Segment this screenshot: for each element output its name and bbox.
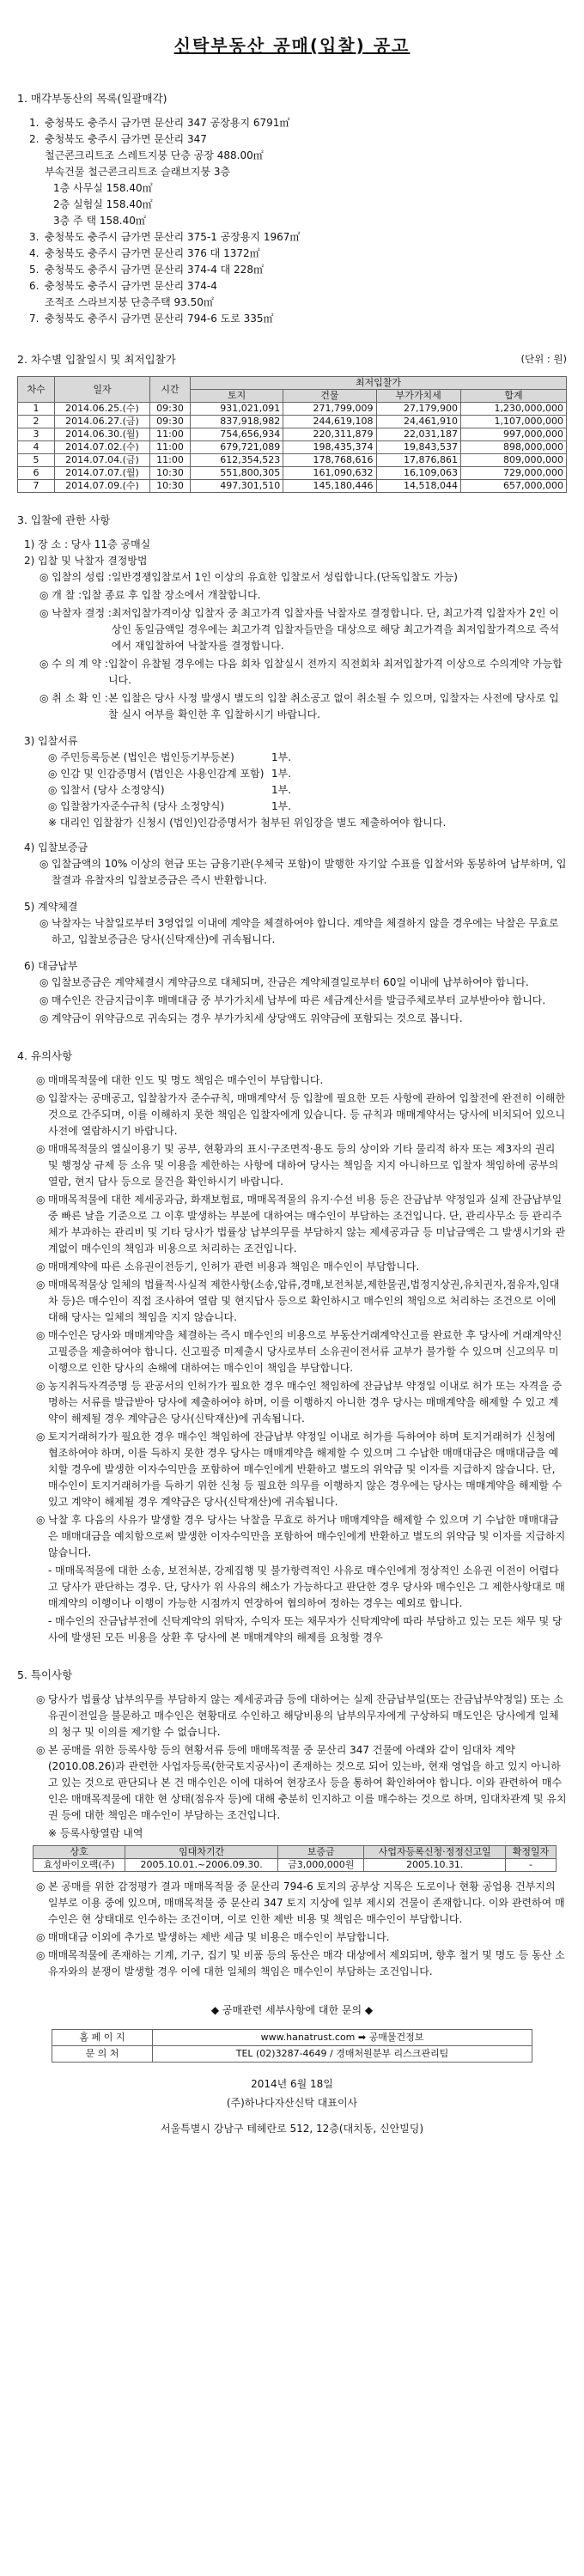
table-row: [18, 403, 567, 416]
property-list: [29, 115, 567, 327]
bullet-item: [40, 993, 567, 1009]
table-row: [18, 454, 567, 467]
table-row: [18, 428, 567, 441]
table-cell: 551,800,305: [191, 467, 283, 480]
property-item: [29, 311, 567, 327]
table-cell: 931,021,091: [191, 403, 283, 416]
notice-text: 매매계약에 따른 소유권이전등기, 인허가 관련 비용과 책임은 매수인이 부담합니다.: [48, 1261, 420, 1273]
bullet-item: [40, 915, 567, 948]
property-number: 6.: [29, 280, 40, 292]
table-cell: 10:30: [150, 467, 191, 480]
property-text: 2층 실험실 158.40㎡: [53, 198, 153, 210]
table-cell: 497,301,510: [191, 480, 283, 493]
bullet-mark: ◎: [36, 1514, 46, 1526]
notice-text: 입찰자는 공매공고, 입찰참가자 준수규칙, 매매계약서 등 입찰에 필요한 모든 사항에 관하여 입찰전에 완전히 이해한 것으로 간주되며, 이를 이해하지 못한 책임은 입찰자에게 있습니다. 등 규칙과 매매계약서는 당사에 비치되어 있으니 사전에 열람하시기 바랍니다.: [48, 1092, 566, 1137]
property-text: 충청북도 충주시 금가면 문산리 376 대 1372㎡: [45, 247, 260, 259]
table-cell: 27,179,900: [376, 403, 460, 416]
contact-row: [52, 2046, 532, 2063]
bullet-mark: [36, 1826, 48, 1842]
rule-text: 일반경쟁입찰로서 1인 이상의 유효한 입찰로서 성립합니다.(단독입찰도 가능): [111, 571, 458, 583]
table-row: [18, 416, 567, 428]
announcement-page: [17, 0, 567, 2138]
rule-label: ◎ 수 의 계 약 :: [40, 658, 108, 670]
contact-heading: ◆ 공매관련 세부사항에 대한 문의 ◆: [210, 2004, 374, 2016]
table-cell: 809,000,000: [460, 454, 566, 467]
property-line: [29, 295, 567, 311]
rule-text: 입찰 종료 후 입찰 장소에서 개찰합니다.: [82, 589, 261, 601]
bullet-mark: ◎: [36, 1949, 46, 1961]
table-cell: 11:00: [150, 441, 191, 454]
docs-heading: 3) 입찰서류: [24, 735, 78, 747]
bullet-mark: ◎: [40, 917, 49, 929]
bullet-mark: [36, 1613, 48, 1646]
table-row: [18, 467, 567, 480]
bullet-mark: ◎: [40, 858, 49, 870]
notice-item: [36, 1259, 567, 1275]
col-time: 시간: [150, 377, 191, 403]
property-item: [29, 229, 567, 246]
property-line: [29, 164, 567, 180]
property-line: [29, 229, 567, 246]
special-text: ※ 등록사항열람 내역: [48, 1827, 143, 1839]
notice-item: [36, 1091, 567, 1139]
table-cell: 2014.07.09.(수): [55, 480, 150, 493]
doc-label: ◎ 주민등록등본 (법인은 법인등기부등본): [48, 751, 234, 763]
rule-label: ◎ 낙찰자 결정 :: [40, 607, 112, 619]
property-number: 2.: [29, 133, 40, 145]
table-cell: 898,000,000: [460, 441, 566, 454]
page-title: 신탁부동산 공매(입찰) 공고: [173, 35, 411, 56]
property-line: [29, 246, 567, 262]
table-cell: 3: [18, 428, 55, 441]
bullet-mark: ◎: [36, 1431, 46, 1443]
reg-header: 임대차기간: [125, 1846, 278, 1859]
notice-item: [36, 1512, 567, 1561]
bullet-mark: ◎: [36, 1329, 46, 1341]
reg-cell: 2005.10.01.~2006.09.30.: [125, 1859, 278, 1872]
notice-text: 매매목적물상 일체의 법률적·사실적 제한사항(소송,압류,경매,보전처분,제한물권,법정지상권,유치권자,점유자,임대차 등)은 매수인이 직접 조사하여 열람 및 현지답사 등으로 확인하시고 매수인의 책임으로 처리하는 조건으로 이에 대해 당사는 일체의 책임을 지지 않습니다.: [48, 1279, 560, 1323]
special-text: 당사가 법률상 납부의무를 부담하지 않는 제세공과금 등에 대하여는 실제 잔금납부일(또는 잔금납부약정일) 또는 소유권이전일을 불문하고 매수인은 현황대로 수인하고 해당비용의 납부의무자에게 구상하되 매도인은 당사에게 일체의 청구 및 이의를 제기할 수 없습니다.: [48, 1693, 563, 1738]
table-cell: 2014.06.27.(금): [55, 416, 150, 428]
section-1-heading: 1. 매각부동산의 목록(일괄매각): [17, 92, 167, 105]
table-cell: 19,843,537: [376, 441, 460, 454]
table-cell: 2014.07.04.(금): [55, 454, 150, 467]
special-item: [36, 1826, 567, 1842]
doc-count: 1부.: [271, 768, 292, 780]
payment-heading: 6) 대금납부: [24, 960, 78, 972]
property-text: 충청북도 충주시 금가면 문산리 794-6 도로 335㎡: [45, 313, 274, 325]
doc-label: ◎ 인감 및 인감증명서 (법인은 사용인감계 포함): [48, 768, 265, 780]
col-total: 합계: [460, 390, 566, 403]
property-line: [29, 148, 567, 164]
property-line: [29, 311, 567, 327]
reg-header: 확정일자: [505, 1846, 556, 1859]
special-item: [36, 1742, 567, 1824]
table-cell: 11:00: [150, 428, 191, 441]
table-cell: 22,031,187: [376, 428, 460, 441]
table-cell: 2014.06.30.(월): [55, 428, 150, 441]
property-item: [29, 262, 567, 278]
doc-label: ◎ 입찰참가자준수규칙 (당사 소정양식): [48, 800, 225, 812]
reg-cell: 2005.10.31.: [364, 1859, 506, 1872]
table-cell: 657,000,000: [460, 480, 566, 493]
bullet-mark: ◎: [36, 1693, 46, 1705]
doc-item: [48, 799, 567, 815]
property-line: [38, 197, 567, 213]
doc-count: 1부.: [271, 751, 292, 763]
property-item: [29, 131, 567, 229]
notice-item: [36, 1613, 567, 1646]
bullet-mark: ◎: [36, 1194, 46, 1206]
doc-item: [48, 750, 567, 766]
table-cell: 7: [18, 480, 55, 493]
indent-spacer: [38, 180, 53, 197]
table-cell: 679,721,089: [191, 441, 283, 454]
special-text: 매매목적물에 존재하는 기계, 기구, 집기 및 비품 등의 동산은 매각 대상에서 제외되며, 향후 철거 및 명도 등 동산 소유자와의 분쟁이 발생할 경우 이에 대한 일체의 책임은 매수인이 부담하는 조건입니다.: [48, 1949, 565, 1978]
property-number: 3.: [29, 231, 40, 243]
reg-cell: -: [505, 1859, 556, 1872]
table-cell: 11:00: [150, 454, 191, 467]
col-vat: 부가가치세: [376, 390, 460, 403]
rule-text: 입찰이 유찰될 경우에는 다음 회차 입찰실시 전까지 직전회차 최저입찰가격 이상으로 수의계약 가능합니다.: [107, 658, 563, 686]
bullet-mark: ◎: [36, 1880, 46, 1893]
reg-header: 보증금: [278, 1846, 364, 1859]
rule-label: ◎ 개 찰 :: [40, 589, 82, 601]
rule-item: [40, 690, 567, 723]
reg-header: 사업자등록신청·정정신고일: [364, 1846, 506, 1859]
rule-item: [40, 587, 567, 604]
bullet-mark: ◎: [36, 1261, 46, 1273]
table-cell: 4: [18, 441, 55, 454]
contact-value: TEL (02)3287-4649 / 경매처원분부 리스크관리팀: [153, 2046, 532, 2063]
table-cell: 2014.06.25.(수): [55, 403, 150, 416]
table-cell: 1,107,000,000: [460, 416, 566, 428]
property-number: 1.: [29, 117, 40, 129]
notice-item: [36, 1563, 567, 1612]
bullet-text: 입찰보증금은 계약체결시 계약금으로 대체되며, 잔금은 계약체결일로부터 60일 이내에 납부하여야 합니다.: [52, 976, 529, 988]
property-item: [29, 115, 567, 131]
notice-item: [36, 1072, 567, 1089]
col-min-price: 최저입찰가: [191, 377, 567, 390]
docs-note: ※ 대리인 입찰참가 신청시 (법인)인감증명서가 첨부된 위임장을 별도 제출하여야 합니다.: [48, 817, 447, 829]
bullet-item: [40, 975, 567, 991]
place-line: 1) 장 소 : 당사 11층 공매실: [24, 538, 151, 550]
notice-item: [36, 1141, 567, 1190]
table-cell: 5: [18, 454, 55, 467]
rule-label: ◎ 입찰의 성립 :: [40, 571, 112, 583]
property-text: 충청북도 충주시 금가면 문산리 375-1 공장용지 1967㎡: [45, 231, 301, 243]
property-number: 7.: [29, 313, 40, 325]
table-cell: 997,000,000: [460, 428, 566, 441]
section-2-heading: 2. 차수별 입찰일시 및 최저입찰가: [17, 353, 176, 366]
bullet-mark: ◎: [36, 1744, 46, 1756]
notice-item: [36, 1327, 567, 1376]
bullet-text: 매수인은 잔금지급이후 매매대금 중 부가가치세 납부에 따른 세금계산서를 발급주체로부터 교부받아야 합니다.: [52, 994, 546, 1006]
property-line: [29, 278, 567, 295]
table-cell: 271,799,009: [283, 403, 376, 416]
table-cell: 14,518,044: [376, 480, 460, 493]
rule-text: 최저입찰가격이상 입찰자 중 최고가격 입찰자를 낙찰자로 결정합니다. 단, 최고가격 입찰자가 2인 이상인 동일금액일 경우에는 최고가격 입찰자들만을 대상으로 해당 최고가격을 최저입찰가격으로 즉석에서 재입찰하여 낙찰자를 결정합니다.: [111, 607, 560, 652]
special-item: [36, 1947, 567, 1980]
special-text: 본 공매를 위한 감정평가 결과 매매목적물 중 문산리 794-6 토지의 공부상 지목은 도로이나 현황 공업용 건부지의 일부로 이용 중에 있으며, 매매목적물 중 문산리 347 토지 지상에 일부 제시외 건물이 존재합니다. 이와 관련하여 매수인은 현 상태대로 인수하는 조건이며, 이로 인한 제반 비용 및 책임은 매수인이 부담합니다.: [48, 1880, 565, 1925]
property-item: [29, 246, 567, 262]
bullet-mark: ◎: [36, 1279, 46, 1291]
bullet-mark: ◎: [36, 1380, 46, 1392]
indent-spacer: [38, 213, 53, 229]
notice-text: 매매목적물의 열실이용기 및 공부, 현황과의 표시·구조면적·용도 등의 상이와 기타 물리적 하자 또는 제3자의 권리 및 행정상 규제 등 소유 및 이용을 제한하는 사항에 대하여 당사는 책임을 지지 아니하므로 입찰자 책임하에 공부의 열람, 현지 답사 등으로 물건을 확인하시기 바랍니다.: [48, 1143, 559, 1188]
table-cell: 1: [18, 403, 55, 416]
section-4-heading: 4. 유의사항: [17, 1049, 73, 1062]
method-heading: 2) 입찰 및 낙찰자 결정방법: [24, 555, 148, 567]
special-item: [36, 1879, 567, 1928]
special-item: [36, 1929, 567, 1946]
company-address: 서울특별시 강남구 테헤란로 512, 12층(대치동, 신안빌딩): [160, 2123, 424, 2135]
bullet-text: 낙찰자는 낙찰일로부터 3영업일 이내에 계약을 체결하여야 합니다. 계약을 체결하지 않을 경우에는 낙찰은 무효로 하고, 입찰보증금은 당사(신탁재산)에 귀속됩니다.: [52, 917, 559, 945]
col-date: 일자: [55, 377, 150, 403]
section-3-heading: 3. 입찰에 관한 사항: [17, 513, 111, 526]
rule-text: 본 입찰은 당사 사정 발생시 별도의 입찰 취소공고 없이 취소될 수 있으며, 입찰자는 사전에 당사로 입찰 실시 여부를 확인한 후 입찰하시기 바랍니다.: [107, 692, 559, 720]
indent-spacer: [38, 197, 53, 213]
table-cell: 244,619,108: [283, 416, 376, 428]
property-line: [29, 262, 567, 278]
property-text: 부속건물 철근콘크리트조 슬래브지붕 3층: [45, 166, 231, 178]
bid-schedule-table: [17, 376, 567, 493]
rule-item: [40, 656, 567, 689]
table-cell: 220,311,879: [283, 428, 376, 441]
table-cell: 837,918,982: [191, 416, 283, 428]
table-cell: 178,768,616: [283, 454, 376, 467]
property-line: [38, 180, 567, 197]
bullet-text: 입찰금액의 10% 이상의 현금 또는 금융기관(우체국 포함)이 발행한 자기앞 수표를 입찰서와 동봉하여 납부하며, 입찰결과 유찰자의 입찰보증금은 즉시 반환합니다.: [52, 858, 567, 886]
doc-count: 1부.: [271, 800, 292, 812]
reg-cell: 효성바이오팩(주): [33, 1859, 125, 1872]
property-item: [29, 278, 567, 311]
notice-text: 매수인은 당사와 매매계약을 체결하는 즉시 매수인의 비용으로 부동산거래계약신고를 완료한 후 당사에 거래계약신고필증을 제출하여야 합니다. 신고필증 미제출시 당사로부터 소유권이전서류 교부가 불가할 수 있으며 신고의무 미이행으로 인한 당사의 손해에 대하여는 매수인이 책임을 부담합니다.: [48, 1329, 563, 1374]
contract-heading: 5) 계약체결: [24, 901, 78, 913]
property-text: 충청북도 충주시 금가면 문산리 374-4 대 228㎡: [45, 264, 264, 276]
bullet-mark: ◎: [36, 1074, 46, 1086]
property-text: 충청북도 충주시 금가면 문산리 374-4: [45, 280, 217, 292]
deposit-heading: 4) 입찰보증금: [24, 841, 88, 854]
bullet-item: [40, 1011, 567, 1027]
notice-text: 매매목적물에 대한 인도 및 명도 책임은 매수인이 부담합니다.: [48, 1074, 324, 1086]
table-cell: 2014.07.07.(월): [55, 467, 150, 480]
rule-label: ◎ 취 소 확 인 :: [40, 692, 108, 704]
table-row: [18, 441, 567, 454]
table-cell: 16,109,063: [376, 467, 460, 480]
notice-text: 농지취득자격증명 등 관공서의 인허가가 필요한 경우 매수인 책임하에 잔금납부 약정일 이내로 허가 또는 자격을 증명하는 서류를 발급받아 당사에 제출하여야 하며, 이를 이행하지 아니한 경우 당사는 매매계약을 해제할 수 있고 계약이 해제될 경우 계약금은 당사(신탁재산)에 귀속됩니다.: [48, 1380, 563, 1425]
notice-item: [36, 1277, 567, 1326]
property-line: [38, 213, 567, 229]
table-cell: 612,354,523: [191, 454, 283, 467]
unit-label: (단위 : 원): [520, 353, 567, 365]
col-round: 차수: [18, 377, 55, 403]
doc-item: [48, 766, 567, 782]
contact-label: 문 의 처: [52, 2046, 153, 2063]
doc-label: ◎ 입찰서 (당사 소정양식): [48, 784, 165, 796]
property-text: 충청북도 충주시 금가면 문산리 347 공장용지 6791㎡: [45, 117, 290, 129]
table-cell: 145,180,446: [283, 480, 376, 493]
special-text: 매매대금 이외에 추가로 발생하는 제반 세금 및 비용은 매수인이 부담합니다.: [48, 1931, 390, 1943]
notice-item: [36, 1429, 567, 1510]
property-text: 조적조 스라브지붕 단층주택 93.50㎡: [45, 296, 214, 308]
notice-text: 매매목적물에 대한 제세공과금, 화재보험료, 매매목적물의 유지·수선 비용 등은 잔금납부 약정일과 실제 잔금납부일 중 빠른 날을 기준으로 그 이후 발생하는 부분에 대하여는 매수인이 부담하는 조건입니다. 단, 관리사무소 등 관리주체가 부과하는 관리비 및 기타 당사가 법률상 납부의무를 부담하지 않는 제세공과금 등 미납금액은 그 발생시기와 관계없이 매수인의 책임과 비용으로 처리하는 조건입니다.: [48, 1194, 566, 1255]
notice-text: - 매매목적물에 대한 소송, 보전처분, 강제집행 및 불가항력적인 사유로 매수인에게 정상적인 소유권 이전이 어렵다고 당사가 판단하는 경우. 단, 당사가 위 사유의 해소가 가능하다고 판단한 경우 당사와 매수인은 그 제한사항대로 매매계약의 이행이나 이행이 가능한 시점까지 연장하여 협의하여 정하는 경우는 예외로 합니다.: [48, 1564, 565, 1609]
bullet-mark: [36, 1563, 48, 1612]
indent-spacer: [29, 164, 45, 180]
contact-row: [52, 2030, 532, 2046]
table-cell: 10:30: [150, 480, 191, 493]
indent-spacer: [29, 295, 45, 311]
table-cell: 1,230,000,000: [460, 403, 566, 416]
section-5-heading: 5. 특이사항: [17, 1668, 73, 1681]
doc-count: 1부.: [271, 784, 292, 796]
contact-box: [52, 2002, 532, 2138]
property-number: 5.: [29, 264, 40, 276]
table-cell: 2: [18, 416, 55, 428]
property-text: 충청북도 충주시 금가면 문산리 347: [45, 133, 207, 145]
table-row: [18, 480, 567, 493]
table-cell: 198,435,374: [283, 441, 376, 454]
reg-header: 상호: [33, 1846, 125, 1859]
bullet-item: [40, 856, 567, 889]
table-cell: 161,090,632: [283, 467, 376, 480]
notice-text: 토지거래허가가 필요한 경우 매수인 책임하에 잔금납부 약정일 이내로 허가를 득하여야 하며 토지거래허가 신청에 협조하여야 하며, 이를 득하지 못한 경우 당사는 매매계약을 해제할 수 있으며 그 수납한 매매대금은 매매대금을 예치할 경우에 발생한 이자수익만을 포함하여 매수인에게 반환하고 별도의 위약금 및 이자를 지급하지 않습니다. 단, 매수인이 토지거래허가를 득하기 위한 신청 등 필요한 의무를 이행하지 않은 경우에는 당사는 매매계약을 해제할 수 있고 계약이 해제될 경우 계약금은 당사(신탁재산)에 귀속됩니다.: [48, 1431, 563, 1508]
notice-item: [36, 1378, 567, 1427]
property-text: 철근콘크리트조 스레트지붕 단층 공장 488.00㎡: [45, 149, 264, 161]
doc-item: [48, 782, 567, 799]
bullet-mark: ◎: [36, 1143, 46, 1155]
contact-table: [52, 2029, 532, 2063]
bullet-mark: ◎: [40, 1012, 49, 1024]
bullet-mark: ◎: [40, 976, 49, 988]
registration-table: [33, 1845, 557, 1872]
bullet-mark: ◎: [40, 994, 49, 1006]
property-text: 1층 사무실 158.40㎡: [53, 182, 153, 194]
rule-item: [40, 605, 567, 654]
contact-label: 홈 페 이 지: [52, 2030, 153, 2046]
reg-cell: 금3,000,000원: [278, 1859, 364, 1872]
property-line: [29, 115, 567, 131]
col-land: 토지: [191, 390, 283, 403]
property-text: 3층 주 택 158.40㎡: [53, 215, 146, 227]
table-cell: 754,656,934: [191, 428, 283, 441]
rule-item: [40, 569, 567, 586]
property-line: [29, 131, 567, 148]
notice-text: 낙찰 후 다음의 사유가 발생할 경우 당사는 낙찰을 무효로 하거나 매매계약을 해제할 수 있으며 기 수납한 매매대금은 매매대금을 예치함으로써 발생한 이자수익만을 포함하여 매수인에게 반환하고 별도의 위약금 및 이자를 지급하지 않습니다.: [48, 1514, 566, 1558]
col-building: 건물: [283, 390, 376, 403]
table-cell: 729,000,000: [460, 467, 566, 480]
company-name: (주)하나다자산신탁 대표이사: [226, 2097, 358, 2109]
notice-text: - 매수인의 잔금납부전에 신탁계약의 위탁자, 수익자 또는 채무자가 신탁계약에 따라 부담하고 있는 모든 채무 및 당사에 발생된 모든 비용을 상환 후 당사에 본 매매계약의 해제를 요청할 경우: [48, 1615, 563, 1643]
property-number: 4.: [29, 247, 40, 259]
bullet-mark: ◎: [36, 1092, 46, 1104]
bullet-text: 계약금이 위약금으로 귀속되는 경우 부가가치세 상당액도 위약금에 포함되는 것으로 봅니다.: [52, 1012, 463, 1024]
table-cell: 6: [18, 467, 55, 480]
table-cell: 2014.07.02.(수): [55, 441, 150, 454]
notice-item: [36, 1192, 567, 1257]
table-cell: 09:30: [150, 403, 191, 416]
table-cell: 24,461,910: [376, 416, 460, 428]
signature-block: [52, 2075, 532, 2138]
table-cell: 09:30: [150, 416, 191, 428]
special-text: 본 공매를 위한 등록사항 등의 현황서류 등에 매매목적물 중 문산리 347 건물에 아래와 같이 임대차 계약(2010.08.26)과 관련한 사업자등록(한국토지공사)이 존재하는 것으로 되어 있는바, 현재 영업을 하고 있지 아니하고 있는 것으로 판단되나 본 건 매수인은 이에 대하여 현장조사 등을 통하여 확인하여야 합니다. 이와 관련하여 매수인은 매매목적물에 대한 현 상태(점유자 등)에 대해 충분히 인지하고 이를 매수하는 것으로 하며, 임대차관계 및 유치권 등에 대한 책임은 매수인이 부담하는 조건입니다.: [48, 1744, 567, 1821]
contact-value: www.hanatrust.com ➡ 공매물건정보: [153, 2030, 532, 2046]
table-cell: 17,876,861: [376, 454, 460, 467]
bullet-mark: ◎: [36, 1931, 46, 1943]
announce-date: 2014년 6월 18일: [251, 2078, 333, 2090]
indent-spacer: [29, 148, 45, 164]
special-item: [36, 1692, 567, 1741]
